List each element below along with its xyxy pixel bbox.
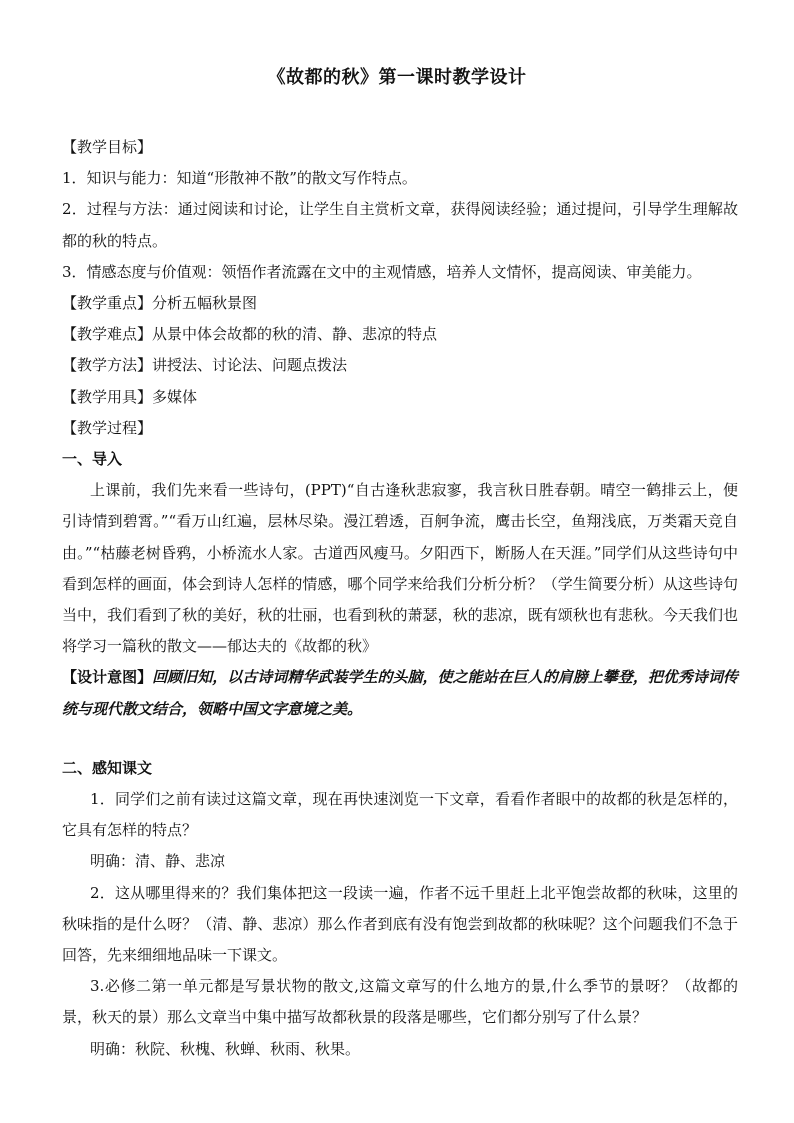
objective-item-3: 3．情感态度与价值观：领悟作者流露在文中的主观情感，培养人文情怀，提高阅读、审美能力。 [62, 262, 702, 281]
design-intent [62, 662, 738, 724]
answer-3: 明确：秋院、秋槐、秋蝉、秋雨、秋果。 [90, 1039, 361, 1058]
section-spacer [62, 725, 738, 753]
section-1-paragraph: 上课前，我们先来看一些诗句，(PPT)“自古逢秋悲寂寥，我言秋日胜春朝。晴空一鹤排云上，便引诗情到碧霄。”“看万山红遍，层林尽染。漫江碧透，百舸争流，鹰击长空，鱼翔浅底，万类霜天竞自由。”“枯藤老树昏鸦，小桥流水人家。古道西风瘦马。夕阳西下，断肠人在天涯。”同学们从这些诗句中看到怎样的画面，体会到诗人怎样的情感，哪个同学来给我们分析分析？（学生简要分析）从这些诗句当中，我们看到了秋的美好，秋的壮丽，也看到秋的萧瑟，秋的悲凉，既有颂秋也有悲秋。今天我们也将学习一篇秋的散文——郁达夫的《故都的秋》 [62, 481, 738, 656]
design-intent-label: 【设计意图】 [62, 668, 153, 687]
difficult-points: 【教学难点】从景中体会故都的秋的清、静、悲凉的特点 [62, 325, 438, 344]
objectives-heading: 【教学目标】 [62, 138, 153, 156]
objective-item-2: 2．过程与方法：通过阅读和讨论，让学生自主赏析文章，获得阅读经验；通过提问，引导学生理解故都的秋的特点。 [62, 200, 738, 250]
answer-1: 明确：清、静、悲凉 [90, 852, 226, 871]
process-heading: 【教学过程】 [62, 418, 153, 437]
document-body [62, 132, 738, 1065]
teaching-methods: 【教学方法】讲授法、讨论法、问题点拨法 [62, 356, 348, 375]
question-3: 3.必修二第一单元都是写景状物的散文,这篇文章写的什么地方的景,什么季节的景呀？（故都的景，秋天的景）那么文章当中集中描写故都秋景的段落是哪些，它们都分别写了什么景？ [62, 977, 738, 1027]
design-intent-text: 回顾旧知，以古诗词精华武装学生的头脑，使之能站在巨人的肩膀上攀登，把优秀诗词传统与现代散文结合，领略中国文字意境之美。 [62, 668, 738, 718]
section-2-heading: 二、感知课文 [62, 758, 153, 777]
question-1: 1．同学们之前有读过这篇文章，现在再快速浏览一下文章，看看作者眼中的故都的秋是怎样的，它具有怎样的特点？ [62, 790, 738, 840]
question-2: 2．这从哪里得来的？我们集体把这一段读一遍，作者不远千里赶上北平饱尝故都的秋味，这里的秋味指的是什么呀？（清、静、悲凉）那么作者到底有没有饱尝到故都的秋味呢？这个问题我们不急于回答，先来细细地品味一下课文。 [62, 883, 738, 965]
key-points: 【教学重点】分析五幅秋景图 [62, 294, 258, 313]
section-1-heading: 一、导入 [62, 450, 123, 469]
teaching-tools: 【教学用具】多媒体 [62, 387, 198, 406]
document-title: 《故都的秋》第一课时教学设计 [267, 67, 527, 88]
objective-item-1: 1．知识与能力：知道“形散神不散”的散文写作特点。 [62, 169, 417, 188]
